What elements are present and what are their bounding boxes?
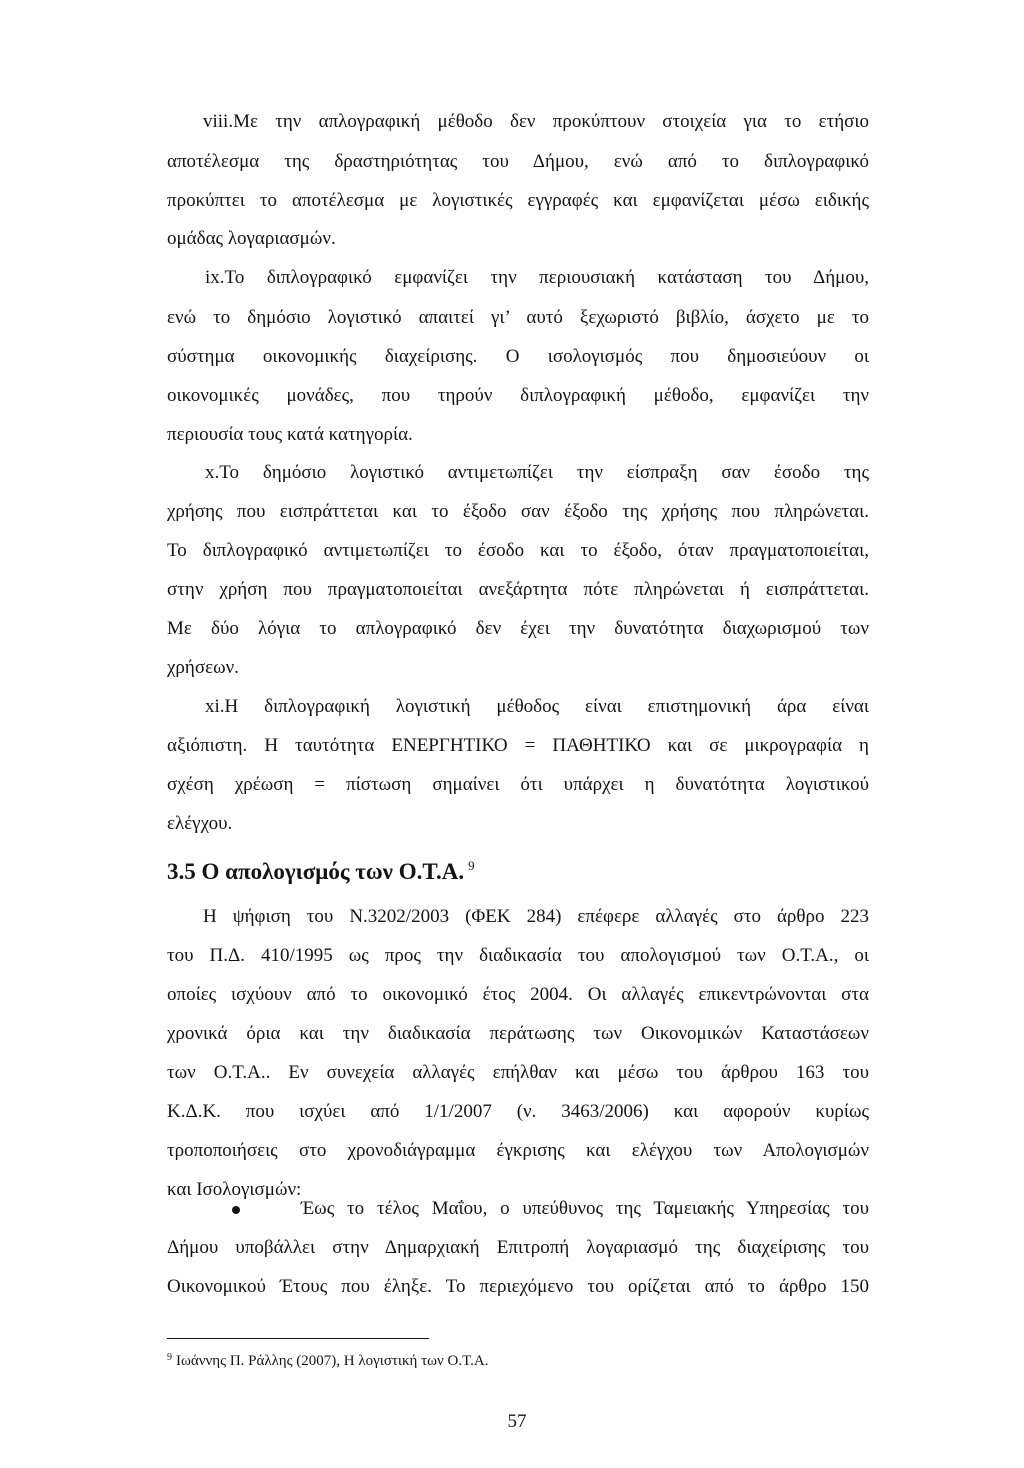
section-paragraph-line: και Ισολογισμών: <box>167 1179 302 1200</box>
bullet-item-line: Οικονομικού Έτους που έληξε. Το περιεχόμενο του ορίζεται από το άρθρο 150 <box>167 1276 869 1297</box>
section-title: 3.5 Ο απολογισμός των Ο.Τ.Α. <box>167 859 465 884</box>
footnote-text: Ιωάννης Π. Ράλλης (2007), Η λογιστική των Ο.Τ.Α. <box>176 1353 489 1369</box>
section-paragraph-line: του Π.Δ. 410/1995 ως προς την διαδικασία του απολογισμού των Ο.Τ.Α., οι <box>167 945 869 966</box>
bullet-item-line: Δήμου υποβάλλει στην Δημαρχιακή Επιτροπή λογαριασμό της διαχείρισης του <box>167 1237 869 1258</box>
paragraph-viii-line: προκύπτει το αποτέλεσμα με λογιστικές εγγραφές και εμφανίζεται μέσω ειδικής <box>167 190 869 211</box>
page-number: 57 <box>507 1411 527 1432</box>
footnote <box>167 1351 489 1371</box>
paragraph-x-line: Με δύο λόγια το απλογραφικό δεν έχει την δυνατότητα διαχωρισμού των <box>167 618 869 639</box>
paragraph-viii-line: αποτέλεσμα της δραστηριότητας του Δήμου, ενώ από το διπλογραφικό <box>167 151 869 172</box>
paragraph-xi-line: σχέση χρέωση = πίστωση σημαίνει ότι υπάρχει η δυνατότητα λογιστικού <box>167 774 869 795</box>
footnote-number: 9 <box>167 1352 172 1363</box>
section-paragraph-line: τροποποιήσεις στο χρονοδιάγραμμα έγκρισης και ελέγχου των Απολογισμών <box>167 1140 869 1161</box>
paragraph-ix-line: σύστημα οικονομικής διαχείρισης. Ο ισολογισμός που δημοσιεύουν οι <box>167 346 869 367</box>
paragraph-viii-line: viii.Με την απλογραφική μέθοδο δεν προκύπτουν στοιχεία για το ετήσιο <box>203 111 869 132</box>
section-paragraph-line: Κ.Δ.Κ. που ισχύει από 1/1/2007 (ν. 3463/2006) και αφορούν κυρίως <box>167 1101 869 1122</box>
paragraph-ix-line: ix.Το διπλογραφικό εμφανίζει την περιουσιακή κατάσταση του Δήμου, <box>205 267 869 288</box>
paragraph-xi-line: αξιόπιστη. Η ταυτότητα ΕΝΕΡΓΗΤΙΚΟ = ΠΑΘΗΤΙΚΟ και σε μικρογραφία η <box>167 735 869 756</box>
paragraph-x-line: χρήσεων. <box>167 657 239 678</box>
section-paragraph-line: οποίες ισχύουν από το οικονομικό έτος 2004. Οι αλλαγές επικεντρώνονται στα <box>167 984 869 1005</box>
section-heading <box>167 858 475 886</box>
section-paragraph-line: των Ο.Τ.Α.. Εν συνεχεία αλλαγές επήλθαν και μέσω του άρθρου 163 του <box>167 1062 869 1083</box>
bullet-item-line: Έως το τέλος Μαΐου, ο υπεύθυνος της Ταμειακής Υπηρεσίας του <box>301 1198 869 1219</box>
section-paragraph-line: χρονικά όρια και την διαδικασία περάτωσης των Οικονομικών Καταστάσεων <box>167 1023 869 1044</box>
paragraph-xi-line: ελέγχου. <box>167 813 233 834</box>
footnote-divider <box>167 1338 429 1339</box>
bullet-icon <box>232 1206 240 1214</box>
section-paragraph-line: Η ψήφιση του Ν.3202/2003 (ΦΕΚ 284) επέφερε αλλαγές στο άρθρο 223 <box>203 906 869 927</box>
footnote-reference: 9 <box>468 858 475 873</box>
paragraph-x-line: Το διπλογραφικό αντιμετωπίζει το έσοδο και το έξοδο, όταν πραγματοποιείται, <box>167 540 869 561</box>
paragraph-x-line: χρήσης που εισπράττεται και το έξοδο σαν έξοδο της χρήσης που πληρώνεται. <box>167 501 869 522</box>
paragraph-ix-line: οικονομικές μονάδες, που τηρούν διπλογραφική μέθοδο, εμφανίζει την <box>167 385 869 406</box>
paragraph-viii-line: ομάδας λογαριασμών. <box>167 228 336 249</box>
paragraph-x-line: στην χρήση που πραγματοποιείται ανεξάρτητα πότε πληρώνεται ή εισπράττεται. <box>167 579 869 600</box>
paragraph-ix-line: ενώ το δημόσιο λογιστικό απαιτεί γι’ αυτό ξεχωριστό βιβλίο, άσχετο με το <box>167 307 869 328</box>
paragraph-ix-line: περιουσία τους κατά κατηγορία. <box>167 424 413 445</box>
paragraph-xi-line: xi.Η διπλογραφική λογιστική μέθοδος είναι επιστημονική άρα είναι <box>205 696 869 717</box>
paragraph-x-line: x.Το δημόσιο λογιστικό αντιμετωπίζει την είσπραξη σαν έσοδο της <box>205 462 869 483</box>
